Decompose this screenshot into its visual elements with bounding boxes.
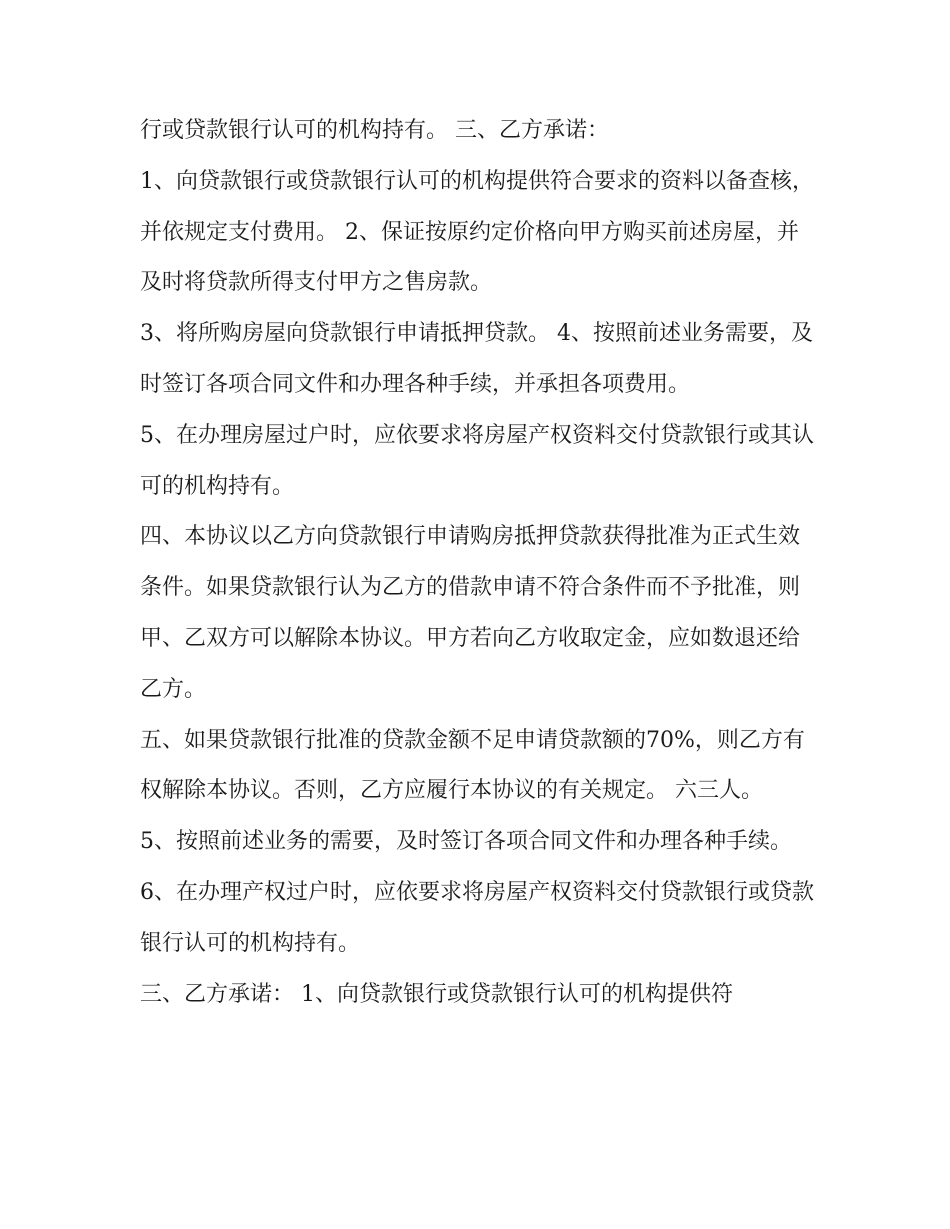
paragraph-4: 5、在办理房屋过户时，应依要求将房屋产权资料交付贷款银行或其认可的机构持有。 [140, 422, 814, 499]
paragraph-8: 三、乙方承诺： 1、向贷款银行或贷款银行认可的机构提供符 [140, 981, 733, 1007]
paragraph-2: 1、向贷款银行或贷款银行认可的机构提供符合要求的资料以备查核，并依规定支付费用。 2、保证按原约定价格向甲方购买前述房屋，并及时将贷款所得支付甲方之售房款。 [140, 168, 814, 296]
paragraph-7: 5、按照前述业务的需要，及时签订各项合同文件和办理各种手续。 6、在办理产权过户时，应依要求将房屋产权资料交付贷款银行或贷款银行认可的机构持有。 [140, 829, 814, 956]
paragraph-5: 四、本协议以乙方向贷款银行申请购房抵押贷款获得批准为正式生效条件。如果贷款银行认为乙方的借款申请不符合条件而不予批准，则甲、乙双方可以解除本协议。甲方若向乙方收取定金，应如数退还给乙方。 [140, 524, 801, 702]
paragraph-3: 3、将所购房屋向贷款银行申请抵押贷款。 4、按照前述业务需要，及时签订各项合同文件和办理各种手续，并承担各项费用。 [140, 321, 813, 397]
document-body [140, 106, 820, 1020]
paragraph-6: 五、如果贷款银行批准的贷款金额不足申请贷款额的70%，则乙方有权解除本协议。否则，乙方应履行本协议的有关规定。 六三人。 [140, 727, 805, 804]
paragraph-1: 行或贷款银行认可的机构持有。 三、乙方承诺： [140, 118, 609, 143]
